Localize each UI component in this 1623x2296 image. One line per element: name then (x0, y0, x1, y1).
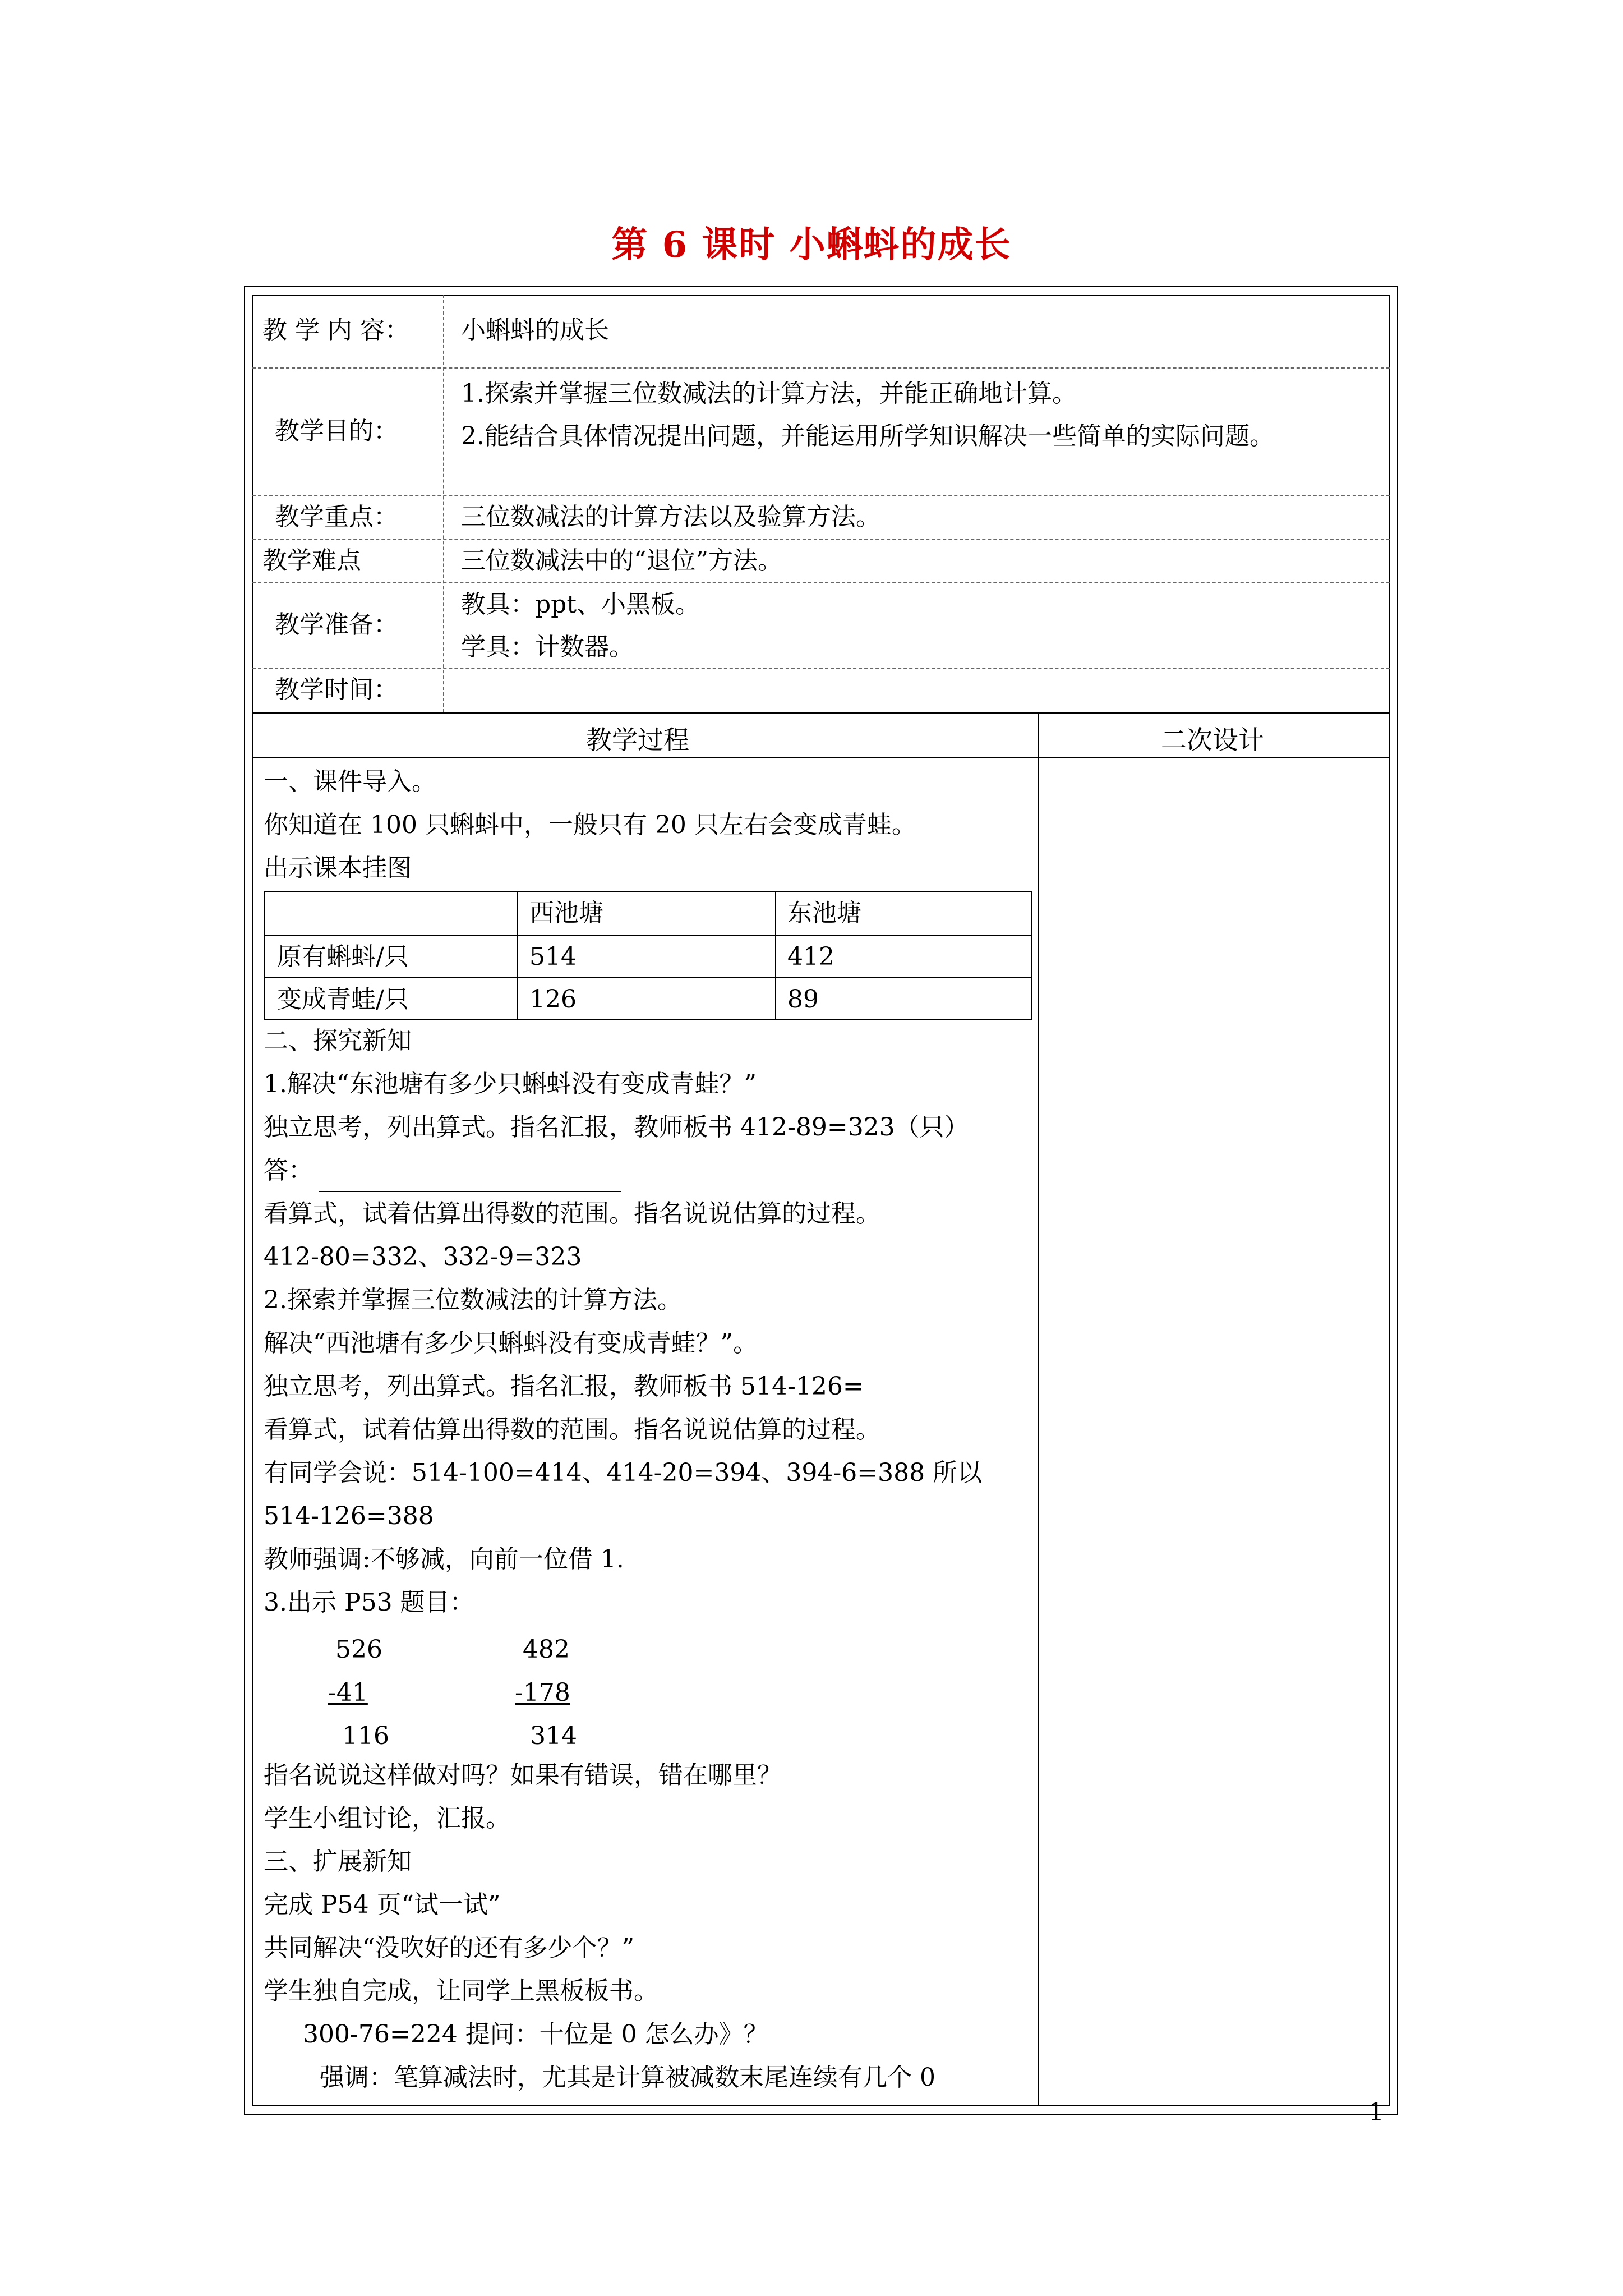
table-header-cell: 东池塘 (787, 899, 861, 927)
process-line: 三、扩展新知 (264, 1847, 412, 1876)
process-line: 你知道在 100 只蝌蚪中，一般只有 20 只左右会变成青蛙。 (264, 811, 916, 839)
prep-value (461, 583, 700, 669)
vertical-b-sub: -178 (515, 1678, 570, 1707)
process-line: 300-76=224 提问：十位是 0 怎么办》？ (303, 2020, 768, 2049)
row-divider (252, 712, 1390, 714)
process-line: 一、课件导入。 (264, 767, 436, 796)
process-line: 412-80=332、332-9=323 (264, 1243, 582, 1271)
process-line: 独立思考，列出算式。指名汇报，教师板书 514-126= (264, 1372, 864, 1401)
process-line: 3.出示 P53 题目： (264, 1588, 474, 1617)
process-header: 教学过程 (586, 725, 689, 755)
process-line: 514-126=388 (264, 1502, 434, 1530)
process-line: 解决“西池塘有多少只蝌蚪没有变成青蛙？”。 (264, 1329, 758, 1358)
content-label: 教 学 内 容： (262, 316, 409, 344)
second-design-header: 二次设计 (1161, 725, 1264, 755)
process-line: 看算式，试着估算出得数的范围。指名说说估算的过程。 (264, 1415, 880, 1444)
key-label: 教学重点： (275, 503, 398, 531)
time-label: 教学时间： (275, 675, 398, 704)
page-number: 1 (1368, 2098, 1384, 2127)
difficulty-label: 教学难点 (262, 546, 361, 575)
process-line: 有同学会说：514-100=414、414-20=394、394-6=388 所以 (264, 1458, 983, 1487)
table-cell: 126 (529, 985, 577, 1014)
pond-table (264, 891, 1032, 1020)
answer-line (264, 1149, 1038, 1192)
table-row (265, 936, 1031, 978)
process-line: 2.探索并掌握三位数减法的计算方法。 (264, 1286, 682, 1314)
process-line: 出示课本挂图 (264, 854, 412, 882)
row-divider (252, 367, 1390, 369)
process-line: 学生独自完成，让同学上黑板板书。 (264, 1977, 658, 2005)
process-line: 指名说说这样做对吗？如果有错误，错在哪里？ (264, 1761, 782, 1789)
process-line: 完成 P54 页“试一试” (264, 1890, 501, 1919)
answer-label: 答： (264, 1156, 313, 1185)
table-cell: 514 (529, 942, 577, 971)
key-value: 三位数减法的计算方法以及验算方法。 (461, 503, 880, 531)
process-line: 独立思考，列出算式。指名汇报，教师板书 412-89=323（只） (264, 1113, 969, 1142)
prep-line: 教具：ppt、小黑板。 (461, 590, 700, 619)
row-divider (252, 757, 1390, 758)
page-title: 第 6 课时 小蝌蚪的成长 (611, 224, 1012, 266)
vertical-b-top: 482 (523, 1635, 570, 1664)
difficulty-value: 三位数减法中的“退位”方法。 (461, 546, 782, 575)
content-value: 小蝌蚪的成长 (461, 316, 609, 344)
process-line: 学生小组讨论，汇报。 (264, 1804, 510, 1833)
process-line: 1.解决“东池塘有多少只蝌蚪没有变成青蛙？” (264, 1070, 757, 1098)
goal-line: 1.探索并掌握三位数减法的计算方法，并能正确地计算。 (461, 379, 1077, 408)
process-line: 强调：笔算减法时，尤其是计算被减数末尾连续有几个 0 (320, 2063, 935, 2092)
table-cell: 89 (787, 985, 819, 1014)
vertical-a-sub: -41 (328, 1678, 368, 1707)
process-line: 看算式，试着估算出得数的范围。指名说说估算的过程。 (264, 1199, 880, 1228)
table-cell: 原有蝌蚪/只 (277, 942, 409, 971)
process-line: 教师强调:不够减，向前一位借 1. (264, 1545, 624, 1573)
vertical-a-top: 526 (335, 1635, 382, 1664)
table-cell: 412 (787, 942, 834, 971)
table-header-row (265, 892, 1031, 935)
prep-line: 学具：计数器。 (461, 633, 634, 661)
column-divider (1038, 712, 1039, 2106)
vertical-a-result: 116 (342, 1722, 389, 1750)
process-line: 二、探究新知 (264, 1027, 412, 1055)
goal-value (461, 372, 1274, 458)
goal-line: 2.能结合具体情况提出问题，并能运用所学知识解决一些简单的实际问题。 (461, 422, 1274, 450)
vertical-b-result: 314 (530, 1722, 577, 1750)
row-divider (252, 582, 1390, 583)
goal-label: 教学目的： (275, 417, 398, 445)
table-row (265, 978, 1031, 1021)
table-cell: 变成青蛙/只 (277, 985, 409, 1014)
prep-label: 教学准备： (275, 610, 398, 639)
table-header-cell: 西池塘 (529, 899, 603, 927)
process-line: 共同解决“没吹好的还有多少个？” (264, 1934, 634, 1962)
answer-blank (319, 1168, 621, 1192)
